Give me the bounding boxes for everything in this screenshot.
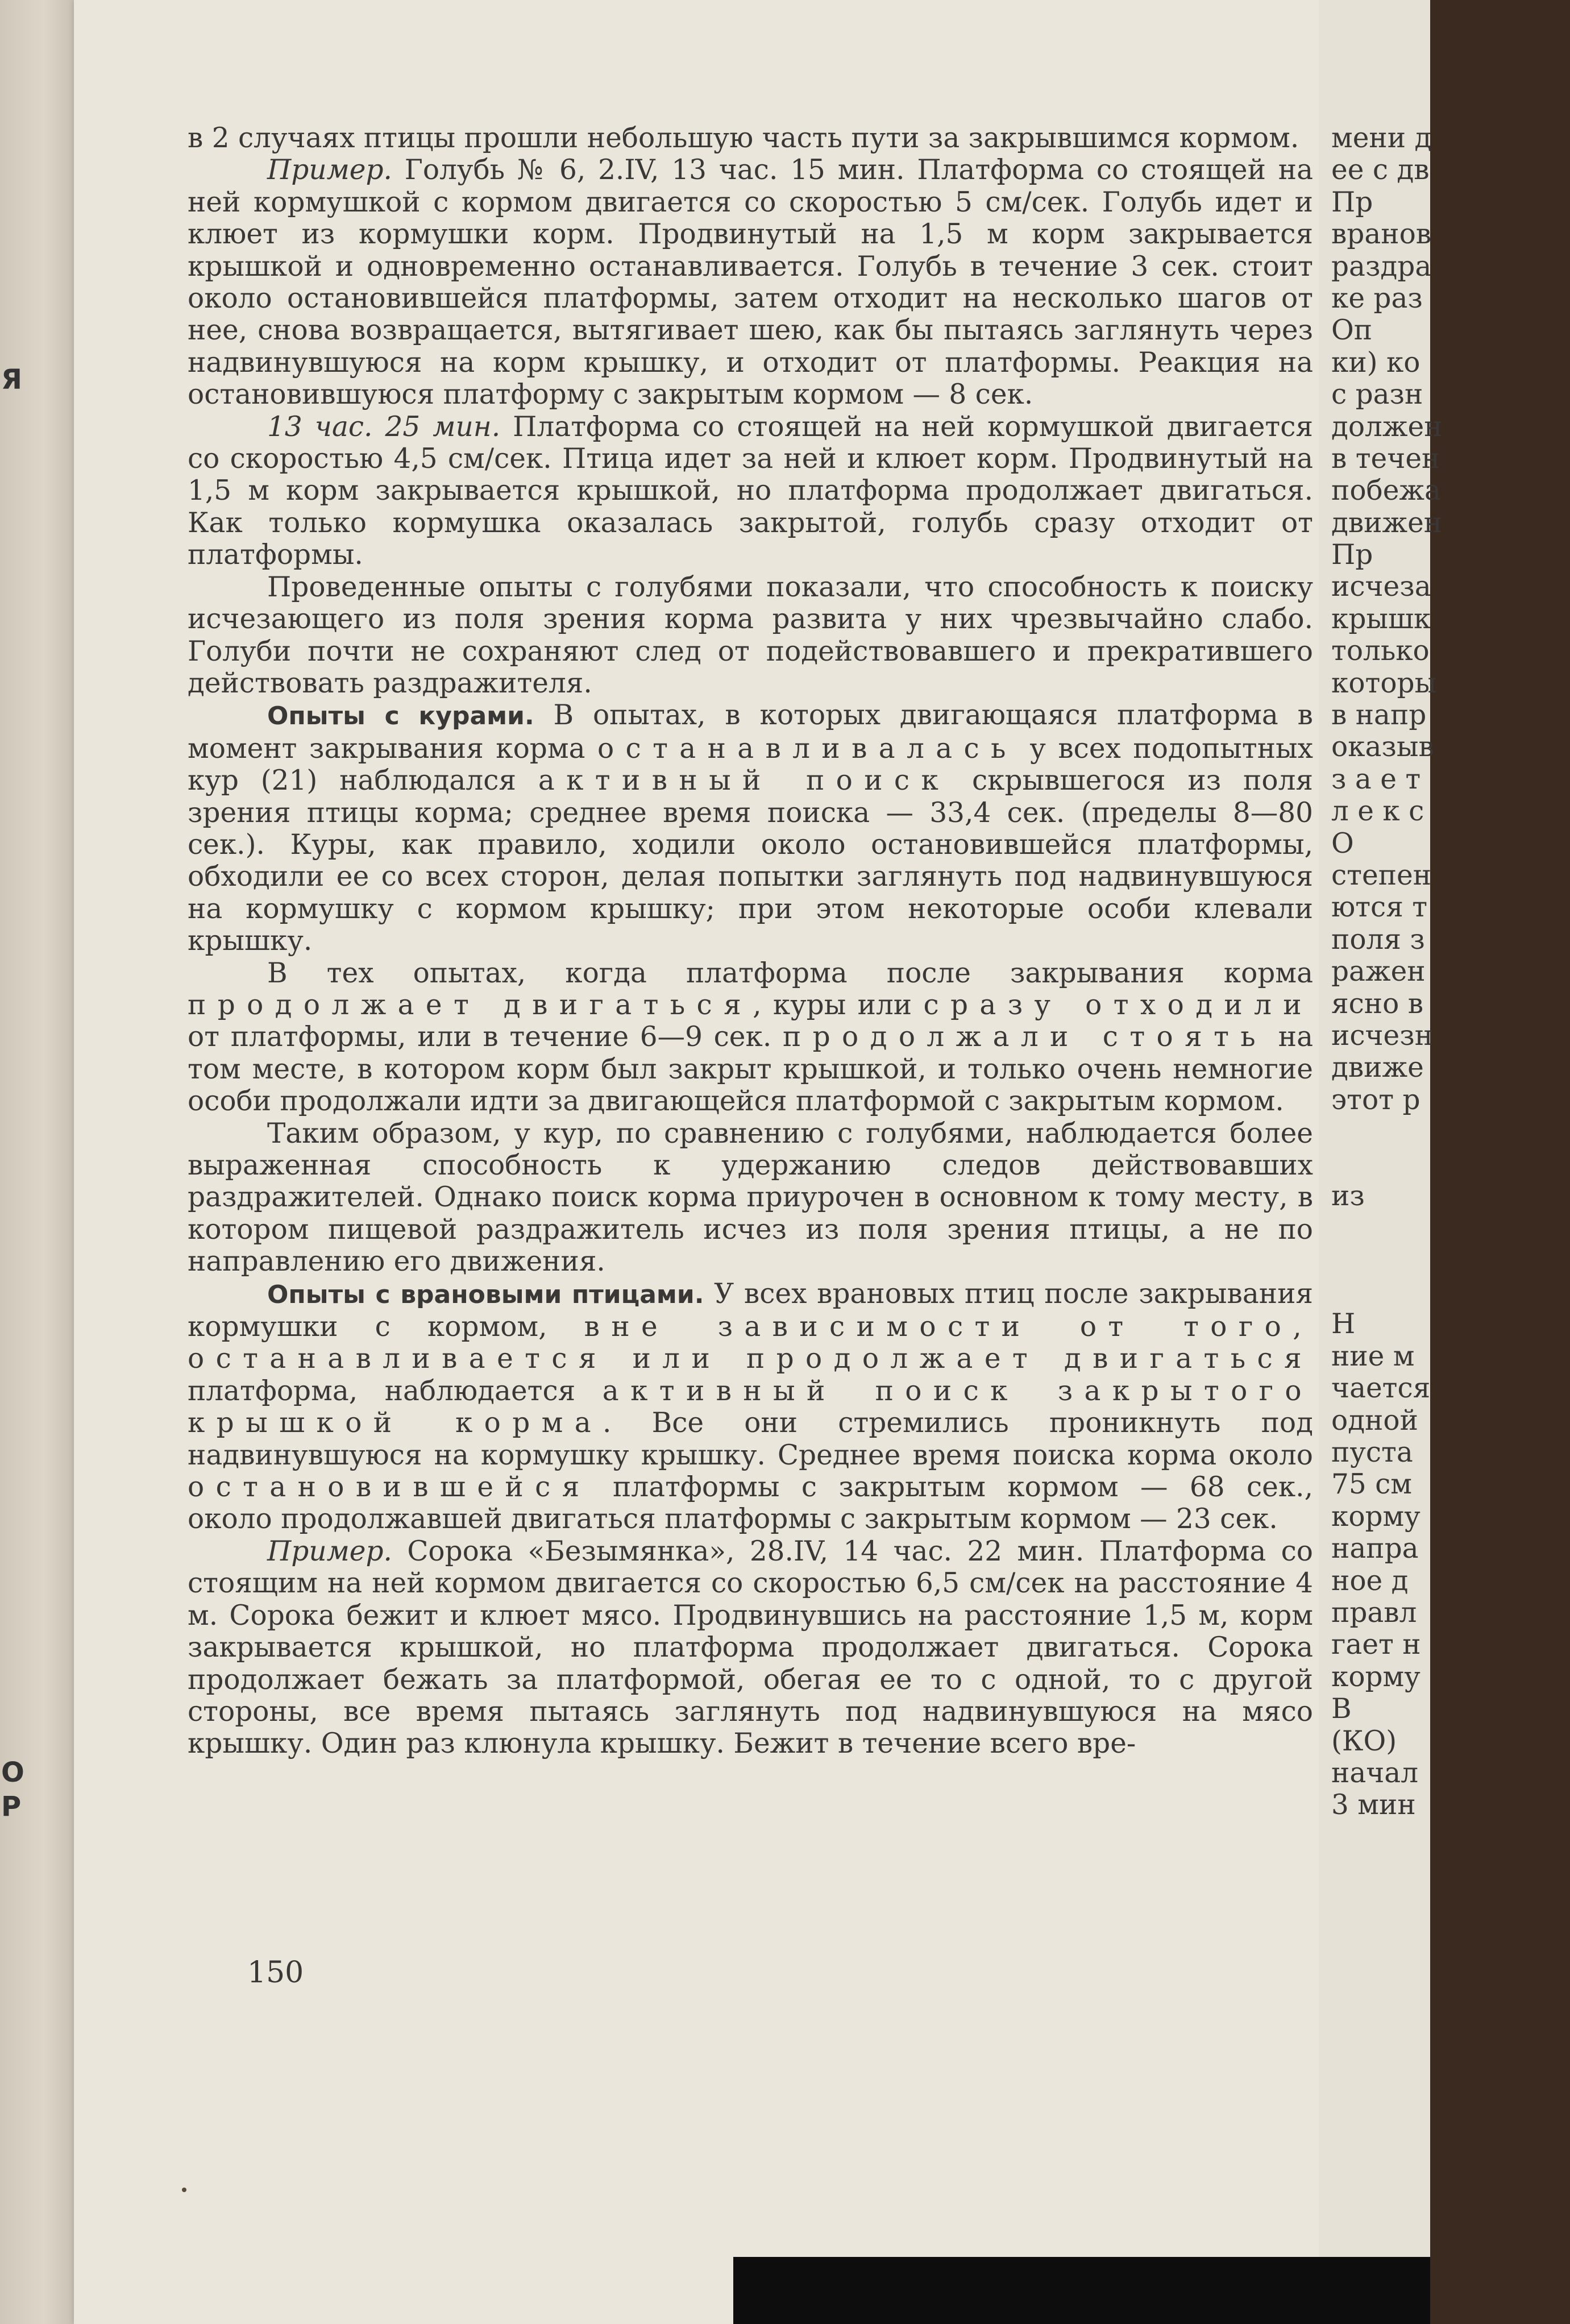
facing-line: (КО)	[1331, 1725, 1397, 1757]
text-run: Голубь № 6, 2.IV, 13 час. 15 мин. Платформа со стоящей на ней кормушкой с кормом двигается со скоростью 5 см/сек. Голубь идет и клюет из кормушки корм. Продвинутый на 1,5 м корм закрывается крышкой и одновременно останавливается. Голубь в течение 3 сек. стоит около остановившейся платформы, затем отходит на несколько шагов от нее, снова возвращается, вытягивает шею, как бы пытаясь заглянуть через надвинувшуюся на корм крышку, и отходит от платформы. Реакция на остановившуюся платформу с закрытым кормом — 8 сек.	[188, 154, 1313, 411]
facing-line: з а е т	[1331, 763, 1421, 795]
background-shadow	[733, 2257, 1430, 2324]
facing-line	[1331, 1148, 1570, 1180]
facing-line: Оп	[1331, 314, 1373, 347]
facing-line: только	[1331, 635, 1430, 667]
facing-line: ражен	[1331, 956, 1426, 988]
facing-line: В	[1331, 1693, 1352, 1725]
facing-line: л е к с	[1331, 795, 1424, 828]
paragraph	[188, 571, 1313, 700]
facing-line: 3 мин	[1331, 1789, 1416, 1821]
facing-line: правл	[1331, 1596, 1417, 1629]
edge-letter: Р	[1, 1791, 22, 1823]
emphasis-spaced: останавливалась	[597, 732, 1017, 765]
text-run: платформа, наблюдается	[188, 1375, 603, 1407]
facing-line: ки) ко	[1331, 346, 1421, 379]
facing-line: исчеза	[1331, 571, 1431, 603]
facing-line: корму	[1331, 1500, 1421, 1533]
facing-line: которы	[1331, 667, 1437, 699]
facing-line: степен	[1331, 859, 1432, 891]
facing-line: крышк	[1331, 603, 1431, 635]
facing-line: исчезн	[1331, 1019, 1434, 1052]
text-run: У всех врановых птиц после закрывания кормушки с кормом,	[188, 1277, 1313, 1343]
facing-line: движе	[1331, 1052, 1424, 1084]
facing-line: начал	[1331, 1757, 1419, 1789]
facing-line: мени д	[1331, 122, 1432, 154]
text-run: Сорока «Безымянка», 28.IV, 14 час. 22 мин. Платформа со стоящим на ней кормом двигается со скоростью 6,5 см/сек на расстояние 4 м. Сорока бежит и клюет мясо. Продвинувшись на расстояние 1,5 м, корм закрывается крышкой, но платформа продолжает двигаться. Сорока продолжает бежать за платформой, обегая ее то с одной, то с другой стороны, все время пытаясь заглянуть под надвинувшуюся на мясо крышку. Один раз клюнула крышку. Бежит в течение всего вре-	[188, 1535, 1313, 1760]
facing-line: поля з	[1331, 923, 1425, 956]
paragraph	[188, 411, 1313, 571]
emphasis-spaced: сразу отходили	[923, 989, 1313, 1021]
text-run: скрывшегося из поля зрения птицы корма; среднее время поиска — 33,4 сек. (пределы 8—80 сек.). Куры, как правило, ходили около остановившейся платформы, обходили ее со всех сторон, делая попытки заглянуть под надвинувшуюся на кормушку с кормом крышку; при этом некоторые особи клевали крышку.	[188, 765, 1313, 957]
paragraph	[188, 154, 1313, 410]
facing-line: раздра	[1331, 250, 1432, 283]
facing-line: в напр	[1331, 699, 1427, 732]
text-run: В опытах, в которых двигающаяся платформа в момент закрывания корма	[188, 699, 1313, 765]
paragraph	[188, 1118, 1313, 1278]
book-page	[74, 0, 1319, 2324]
edge-letter: О	[1, 1757, 24, 1788]
facing-line: этот р	[1331, 1084, 1421, 1116]
adjacent-page-edge	[0, 0, 74, 2324]
text-run: у всех подопытных кур (21) наблюдался	[188, 732, 1313, 797]
facing-line: вранов	[1331, 218, 1432, 251]
page-number: 150	[247, 1956, 304, 1990]
facing-line	[1331, 1276, 1570, 1308]
text-run: , куры или	[753, 989, 924, 1021]
facing-line: оказыв	[1331, 731, 1434, 763]
facing-line: ние м	[1331, 1340, 1415, 1372]
emphasis-spaced: активный поиск закрытого крышкой корма	[188, 1375, 1314, 1439]
facing-line: ное д	[1331, 1564, 1409, 1597]
italic-run: Пример.	[267, 1535, 392, 1567]
emphasis-spaced: продолжали стоять	[782, 1021, 1268, 1053]
facing-line: движен	[1331, 507, 1443, 539]
facing-line: Пр	[1331, 539, 1373, 571]
emphasis-spaced: вне зависимости от того, останавливается или продолжает двигаться	[188, 1311, 1313, 1375]
facing-line: ее с дв	[1331, 154, 1430, 186]
italic-run: Пример.	[267, 154, 392, 186]
text-run: Платформа со стоящей на ней кормушкой двигается со скоростью 4,5 см/сек. Птица идет за ней и клюет корм. Продвинутый на 1,5 м корм закрывается крышкой, но платформа продолжает двигаться. Как только кормушка оказалась закрытой, голубь сразу отходит от платформы.	[188, 410, 1313, 571]
facing-line	[1331, 1244, 1570, 1276]
paragraph	[188, 699, 1313, 957]
facing-line: из	[1331, 1180, 1365, 1212]
edge-letter: Я	[1, 364, 22, 396]
facing-line: пуста	[1331, 1437, 1413, 1469]
emphasis-spaced: остановившейся	[188, 1471, 591, 1504]
facing-page-text	[1331, 122, 1570, 1821]
paragraph	[188, 1278, 1313, 1536]
facing-line: побежа	[1331, 475, 1441, 507]
facing-line: Н	[1331, 1308, 1356, 1341]
emphasis-spaced: активный поиск	[538, 765, 950, 797]
facing-line: должен	[1331, 410, 1443, 443]
facing-line: О	[1331, 827, 1354, 860]
paragraph	[188, 122, 1313, 154]
text-run: . Все они стремились проникнуть под надвинувшуюся на кормушку крышку. Среднее время поиска корма около	[188, 1407, 1313, 1471]
facing-line: ясно в	[1331, 987, 1424, 1020]
text-run: платформы с закрытым кормом — 68 сек., около продолжавшей двигаться платформы с закрытым кормом — 23 сек.	[188, 1471, 1313, 1536]
emphasis-spaced: продолжает двигаться	[188, 989, 753, 1021]
text-run: В тех опытах, когда платформа после закрывания корма	[267, 957, 1313, 989]
text-run: в 2 случаях птицы прошли небольшую часть пути за закрывшимся кормом.	[188, 122, 1299, 154]
facing-line: гает н	[1331, 1629, 1421, 1661]
facing-line	[1331, 1212, 1570, 1244]
facing-line: в течен	[1331, 442, 1440, 475]
facing-line: 75 см	[1331, 1468, 1413, 1501]
facing-line	[1331, 1116, 1570, 1148]
text-run: от платформы, или в течение 6—9 сек.	[188, 1021, 783, 1053]
facing-page-edge	[1319, 0, 1443, 2257]
facing-line: чается	[1331, 1372, 1431, 1405]
text-run: на том месте, в котором корм был закрыт крышкой, и только очень немногие особи продолжали идти за двигающейся платформой с закрытым кормом.	[188, 1021, 1313, 1118]
facing-line: с разн	[1331, 379, 1423, 411]
section-heading: Опыты с курами.	[267, 702, 534, 731]
italic-run: 13 час. 25 мин.	[267, 410, 501, 443]
facing-line: ке раз	[1331, 282, 1423, 314]
paragraph	[188, 957, 1313, 1118]
text-run: Таким образом, у кур, по сравнению с голубями, наблюдается более выраженная способность к удержанию следов действовавших раздражителей. Однако поиск корма приурочен в основном к тому месту, в котором пищевой раздражитель исчез из поля зрения птицы, а не по направлению его движения.	[188, 1117, 1313, 1278]
facing-line: корму	[1331, 1661, 1421, 1693]
section-heading: Опыты с врановыми птицами.	[267, 1280, 704, 1309]
ink-speck	[182, 2188, 186, 2192]
facing-line: Пр	[1331, 186, 1373, 218]
text-run: Проведенные опыты с голубями показали, что способность к поиску исчезающего из поля зрения корма развита у них чрезвычайно слабо. Голуби почти не сохраняют след от подействовавшего и прекратившего действовать раздражителя.	[188, 571, 1313, 699]
facing-line: напра	[1331, 1533, 1419, 1565]
facing-line: одной	[1331, 1404, 1418, 1437]
facing-line: ются т	[1331, 891, 1428, 924]
page-body-text	[188, 122, 1313, 1760]
paragraph	[188, 1536, 1313, 1760]
